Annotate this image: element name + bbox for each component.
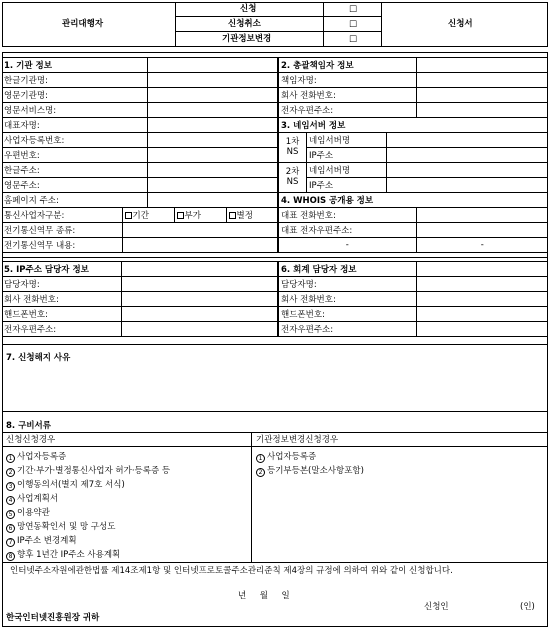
header-option-apply: 신청 (240, 4, 257, 14)
acct-contact-mobile-label: 핸드폰번호: (279, 307, 417, 322)
whois-dash-left: - (279, 238, 417, 253)
telecom-table (2, 207, 278, 253)
section8-title: 8. 구비서류 (6, 421, 51, 431)
ns-primary-ip-field[interactable] (387, 148, 549, 163)
duty-kind-field[interactable] (122, 223, 278, 238)
doc-item: 5 이용약관 (6, 506, 250, 520)
acct-contact-mobile-field[interactable] (416, 307, 548, 322)
ip-contact-email-label: 전자우편주소: (2, 322, 122, 337)
duty-kind-label: 전기통신역무 종류: (2, 223, 122, 238)
docs-right-head: 기관정보변경신청경우 (256, 435, 339, 445)
address-kr-field[interactable] (148, 163, 278, 178)
footer-applicant: 신청인 (424, 602, 449, 612)
circled-number: 6 (6, 524, 15, 533)
section3-title: 3. 네임서버 정보 (279, 118, 549, 133)
service-name-en-label: 영문서비스명: (2, 103, 148, 118)
ip-contact-mobile-label: 핸드폰번호: (2, 307, 122, 322)
header-option-change-checkbox[interactable]: □ (349, 34, 358, 44)
postal-code-field[interactable] (148, 148, 278, 163)
doc-item: 4 사업계획서 (6, 492, 250, 506)
footer-addressee: 한국인터넷진흥원장 귀하 (6, 613, 100, 623)
circled-number: 1 (256, 454, 265, 463)
ns-primary-host-field[interactable] (387, 133, 549, 148)
section1-table (2, 57, 278, 208)
cancel-reason-field[interactable] (6, 370, 544, 408)
section6-title: 6. 회계 담당자 정보 (279, 262, 417, 277)
ip-contact-name-field[interactable] (122, 277, 278, 292)
ns-secondary-host-field[interactable] (387, 163, 549, 178)
manager-email-label: 전자우편주소: (279, 103, 417, 118)
address-en-field[interactable] (148, 178, 278, 193)
biz-reg-no-field[interactable] (148, 133, 278, 148)
ip-contact-phone-label: 회사 전화번호: (2, 292, 122, 307)
acct-contact-name-field[interactable] (416, 277, 548, 292)
ns-secondary-label: 2차 NS (279, 163, 307, 193)
manager-name-label: 책임자명: (279, 73, 417, 88)
doc-item: 6 망연동확인서 및 망 구성도 (6, 520, 250, 534)
section8-title-row (2, 419, 548, 433)
manager-phone-label: 회사 전화번호: (279, 88, 417, 103)
header-option-apply-checkbox[interactable]: □ (349, 4, 358, 14)
divider (2, 257, 548, 258)
ns-primary-host-label: 네임서버명 (307, 133, 387, 148)
doc-item: 2 기간·부가·별정통신사업자 허가·등록증 등 (6, 464, 250, 478)
circled-number: 8 (6, 552, 15, 561)
doc-item: 1 사업자등록증 (6, 450, 250, 464)
footer-seal: (인) (520, 602, 535, 612)
telecom-opt-backbone[interactable]: 기간 (122, 208, 174, 223)
ceo-name-label: 대표자명: (2, 118, 148, 133)
doc-item: 8 향후 1년간 IP주소 사용계획 (6, 548, 250, 562)
homepage-field[interactable] (148, 193, 278, 208)
doc-item: 2 등기부등본(말소사항포함) (256, 464, 544, 478)
acct-contact-name-label: 담당자명: (279, 277, 417, 292)
section4-title: 4. WHOIS 공개용 정보 (279, 193, 549, 208)
section4-table (278, 192, 548, 253)
service-name-en-field[interactable] (148, 103, 278, 118)
checkbox-icon (229, 212, 236, 219)
doc-item: 7 IP주소 변경계획 (6, 534, 250, 548)
org-name-en-field[interactable] (148, 88, 278, 103)
header-option-cancel: 신청취소 (228, 19, 261, 29)
checkbox-icon (177, 212, 184, 219)
biz-reg-no-label: 사업자등록번호: (2, 133, 148, 148)
manager-name-field[interactable] (416, 73, 548, 88)
whois-email-label: 대표 전자우편주소: (279, 223, 417, 238)
ns-secondary-host-label: 네임서버명 (307, 163, 387, 178)
section2-title: 2. 총괄책임자 정보 (279, 58, 417, 73)
ip-contact-mobile-field[interactable] (122, 307, 278, 322)
circled-number: 2 (6, 468, 15, 477)
docs-left-list (6, 450, 250, 562)
acct-contact-phone-label: 회사 전화번호: (279, 292, 417, 307)
ceo-name-field[interactable] (148, 118, 278, 133)
acct-contact-email-label: 전자우편주소: (279, 322, 417, 337)
org-name-kr-field[interactable] (148, 73, 278, 88)
whois-phone-field[interactable] (416, 208, 548, 223)
header-option-cancel-checkbox[interactable]: □ (349, 19, 358, 29)
docs-right-list (256, 450, 544, 478)
checkbox-icon (125, 212, 132, 219)
ip-contact-phone-field[interactable] (122, 292, 278, 307)
circled-number: 3 (6, 482, 15, 491)
telecom-opt-special[interactable]: 별정 (226, 208, 278, 223)
ip-contact-email-field[interactable] (122, 322, 278, 337)
manager-phone-field[interactable] (416, 88, 548, 103)
circled-number: 2 (256, 468, 265, 477)
header-right-title: 신청서 (448, 19, 473, 29)
whois-phone-label: 대표 전화번호: (279, 208, 417, 223)
header-left-title: 관리대행자 (62, 19, 104, 29)
footer-date: 년 월 일 (238, 591, 290, 601)
ip-contact-name-label: 담당자명: (2, 277, 122, 292)
ns-secondary-ip-label: IP주소 (307, 178, 387, 193)
doc-item: 3 이행동의서(별지 제7호 서식) (6, 478, 250, 492)
section6-table (278, 261, 548, 337)
address-en-label: 영문주소: (2, 178, 148, 193)
org-name-kr-label: 한글기관명: (2, 73, 148, 88)
footer-divider (2, 562, 548, 563)
doc-item: 1 사업자등록증 (256, 450, 544, 464)
ns-primary-label: 1차 NS (279, 133, 307, 163)
section3-table (278, 117, 548, 193)
circled-number: 1 (6, 454, 15, 463)
postal-code-label: 우편번호: (2, 148, 148, 163)
docs-left-head: 신청신청경우 (6, 435, 56, 445)
whois-dash-right: - (416, 238, 548, 253)
circled-number: 7 (6, 538, 15, 547)
duty-content-label: 전기통신역무 내용: (2, 238, 122, 253)
section1-title: 1. 기관 정보 (2, 58, 148, 73)
ns-primary-ip-label: IP주소 (307, 148, 387, 163)
duty-content-field[interactable] (122, 238, 278, 253)
ns-secondary-ip-field[interactable] (387, 178, 549, 193)
section7-title: 7. 신청해지 사유 (6, 353, 71, 363)
telecom-type-label: 통신사업자구분: (2, 208, 122, 223)
telecom-opt-value-added[interactable]: 부가 (174, 208, 226, 223)
section5-table (2, 261, 278, 337)
address-kr-label: 한글주소: (2, 163, 148, 178)
acct-contact-email-field[interactable] (416, 322, 548, 337)
whois-email-field[interactable] (416, 223, 548, 238)
section5-title: 5. IP주소 담당자 정보 (2, 262, 122, 277)
acct-contact-phone-field[interactable] (416, 292, 548, 307)
header-option-change: 기관정보변경 (222, 34, 272, 44)
circled-number: 5 (6, 510, 15, 519)
manager-email-field[interactable] (416, 103, 548, 118)
section2-table (278, 57, 548, 118)
footer-statement: 인터넷주소자원에관한법률 제14조제1항 및 인터넷프로토콜주소관리준칙 제4장의 규정에 의하여 위와 같이 신청합니다. (10, 566, 453, 576)
homepage-label: 홈페이지 주소: (2, 193, 148, 208)
circled-number: 4 (6, 496, 15, 505)
org-name-en-label: 영문기관명: (2, 88, 148, 103)
